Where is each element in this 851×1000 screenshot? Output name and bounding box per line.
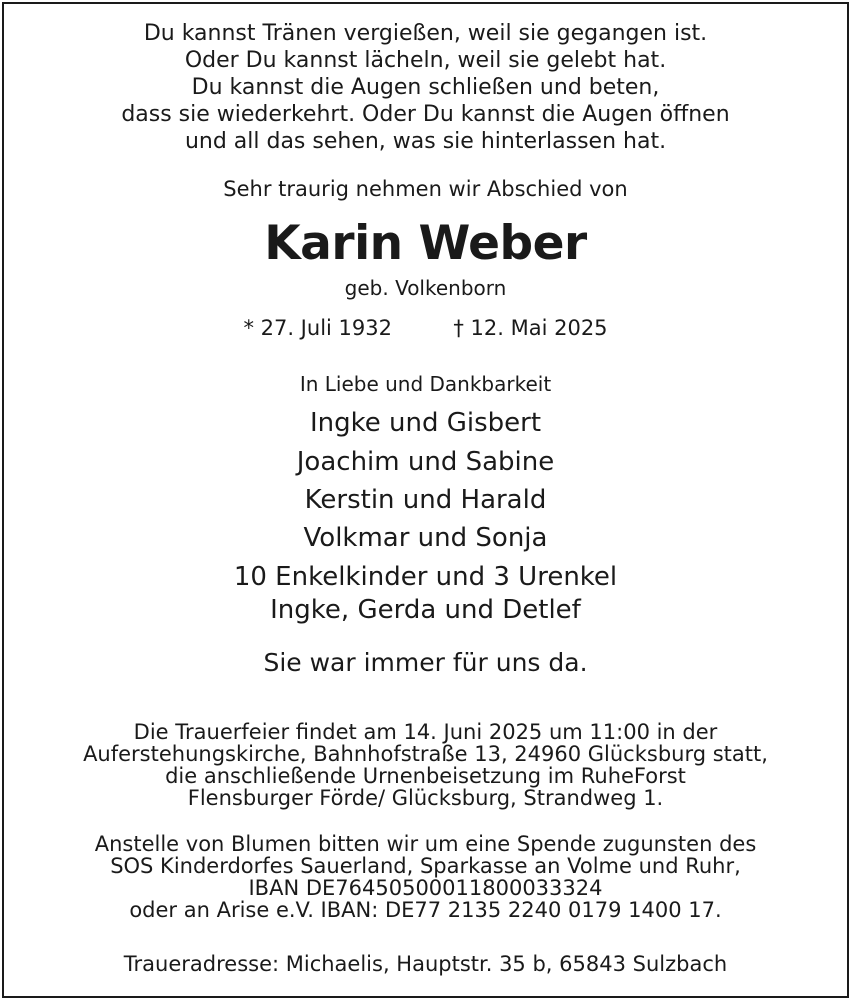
mourner-name: Volkmar und Sonja <box>303 523 548 553</box>
ceremony-line: die anschließende Urnenbeisetzung im RuheForst <box>165 764 686 788</box>
donation-line: Anstelle von Blumen bitten wir um eine Spende zugunsten des <box>94 832 757 856</box>
ceremony-line: Flensburger Förde/ Glücksburg, Strandweg 1. <box>187 786 664 810</box>
mourning-address: Traueradresse: Michaelis, Hauptstr. 35 b, 65843 Sulzbach <box>123 952 728 976</box>
motto: Sie war immer für uns da. <box>263 648 588 677</box>
mourner-name: Joachim und Sabine <box>296 447 555 477</box>
mourner-name: 10 Enkelkinder und 3 Urenkel <box>233 562 618 592</box>
mourners-intro: In Liebe und Dankbarkeit <box>299 372 552 396</box>
birth-date: * 27. Juli 1932 <box>243 316 392 340</box>
birth-name: geb. Volkenborn <box>344 276 507 300</box>
farewell-intro: Sehr traurig nehmen wir Abschied von <box>223 177 628 201</box>
ceremony-line: Die Trauerfeier findet am 14. Juni 2025 um 11:00 in der <box>133 720 718 744</box>
poem-line: Du kannst die Augen schließen und beten, <box>191 75 660 100</box>
donation-line: SOS Kinderdorfes Sauerland, Sparkasse an Volme und Ruhr, <box>110 854 741 878</box>
donation-line: IBAN DE76450500011800033324 <box>248 876 603 900</box>
poem-line: dass sie wiederkehrt. Oder Du kannst die Augen öffnen <box>121 102 730 127</box>
poem-line: Oder Du kannst lächeln, weil sie gelebt hat. <box>184 48 667 73</box>
donation-line: oder an Arise e.V. IBAN: DE77 2135 2240 0179 1400 17. <box>129 898 722 922</box>
mourner-name: Ingke, Gerda und Detlef <box>270 595 581 625</box>
poem-line: und all das sehen, was sie hinterlassen hat. <box>184 129 667 154</box>
deceased-name: Karin Weber <box>264 216 587 271</box>
death-date: † 12. Mai 2025 <box>453 316 608 340</box>
mourner-name: Kerstin und Harald <box>304 485 547 515</box>
poem-line: Du kannst Tränen vergießen, weil sie gegangen ist. <box>143 21 708 46</box>
life-dates <box>0 316 851 340</box>
ceremony-line: Auferstehungskirche, Bahnhofstraße 13, 24960 Glücksburg statt, <box>83 742 768 766</box>
mourner-name: Ingke und Gisbert <box>309 408 542 438</box>
